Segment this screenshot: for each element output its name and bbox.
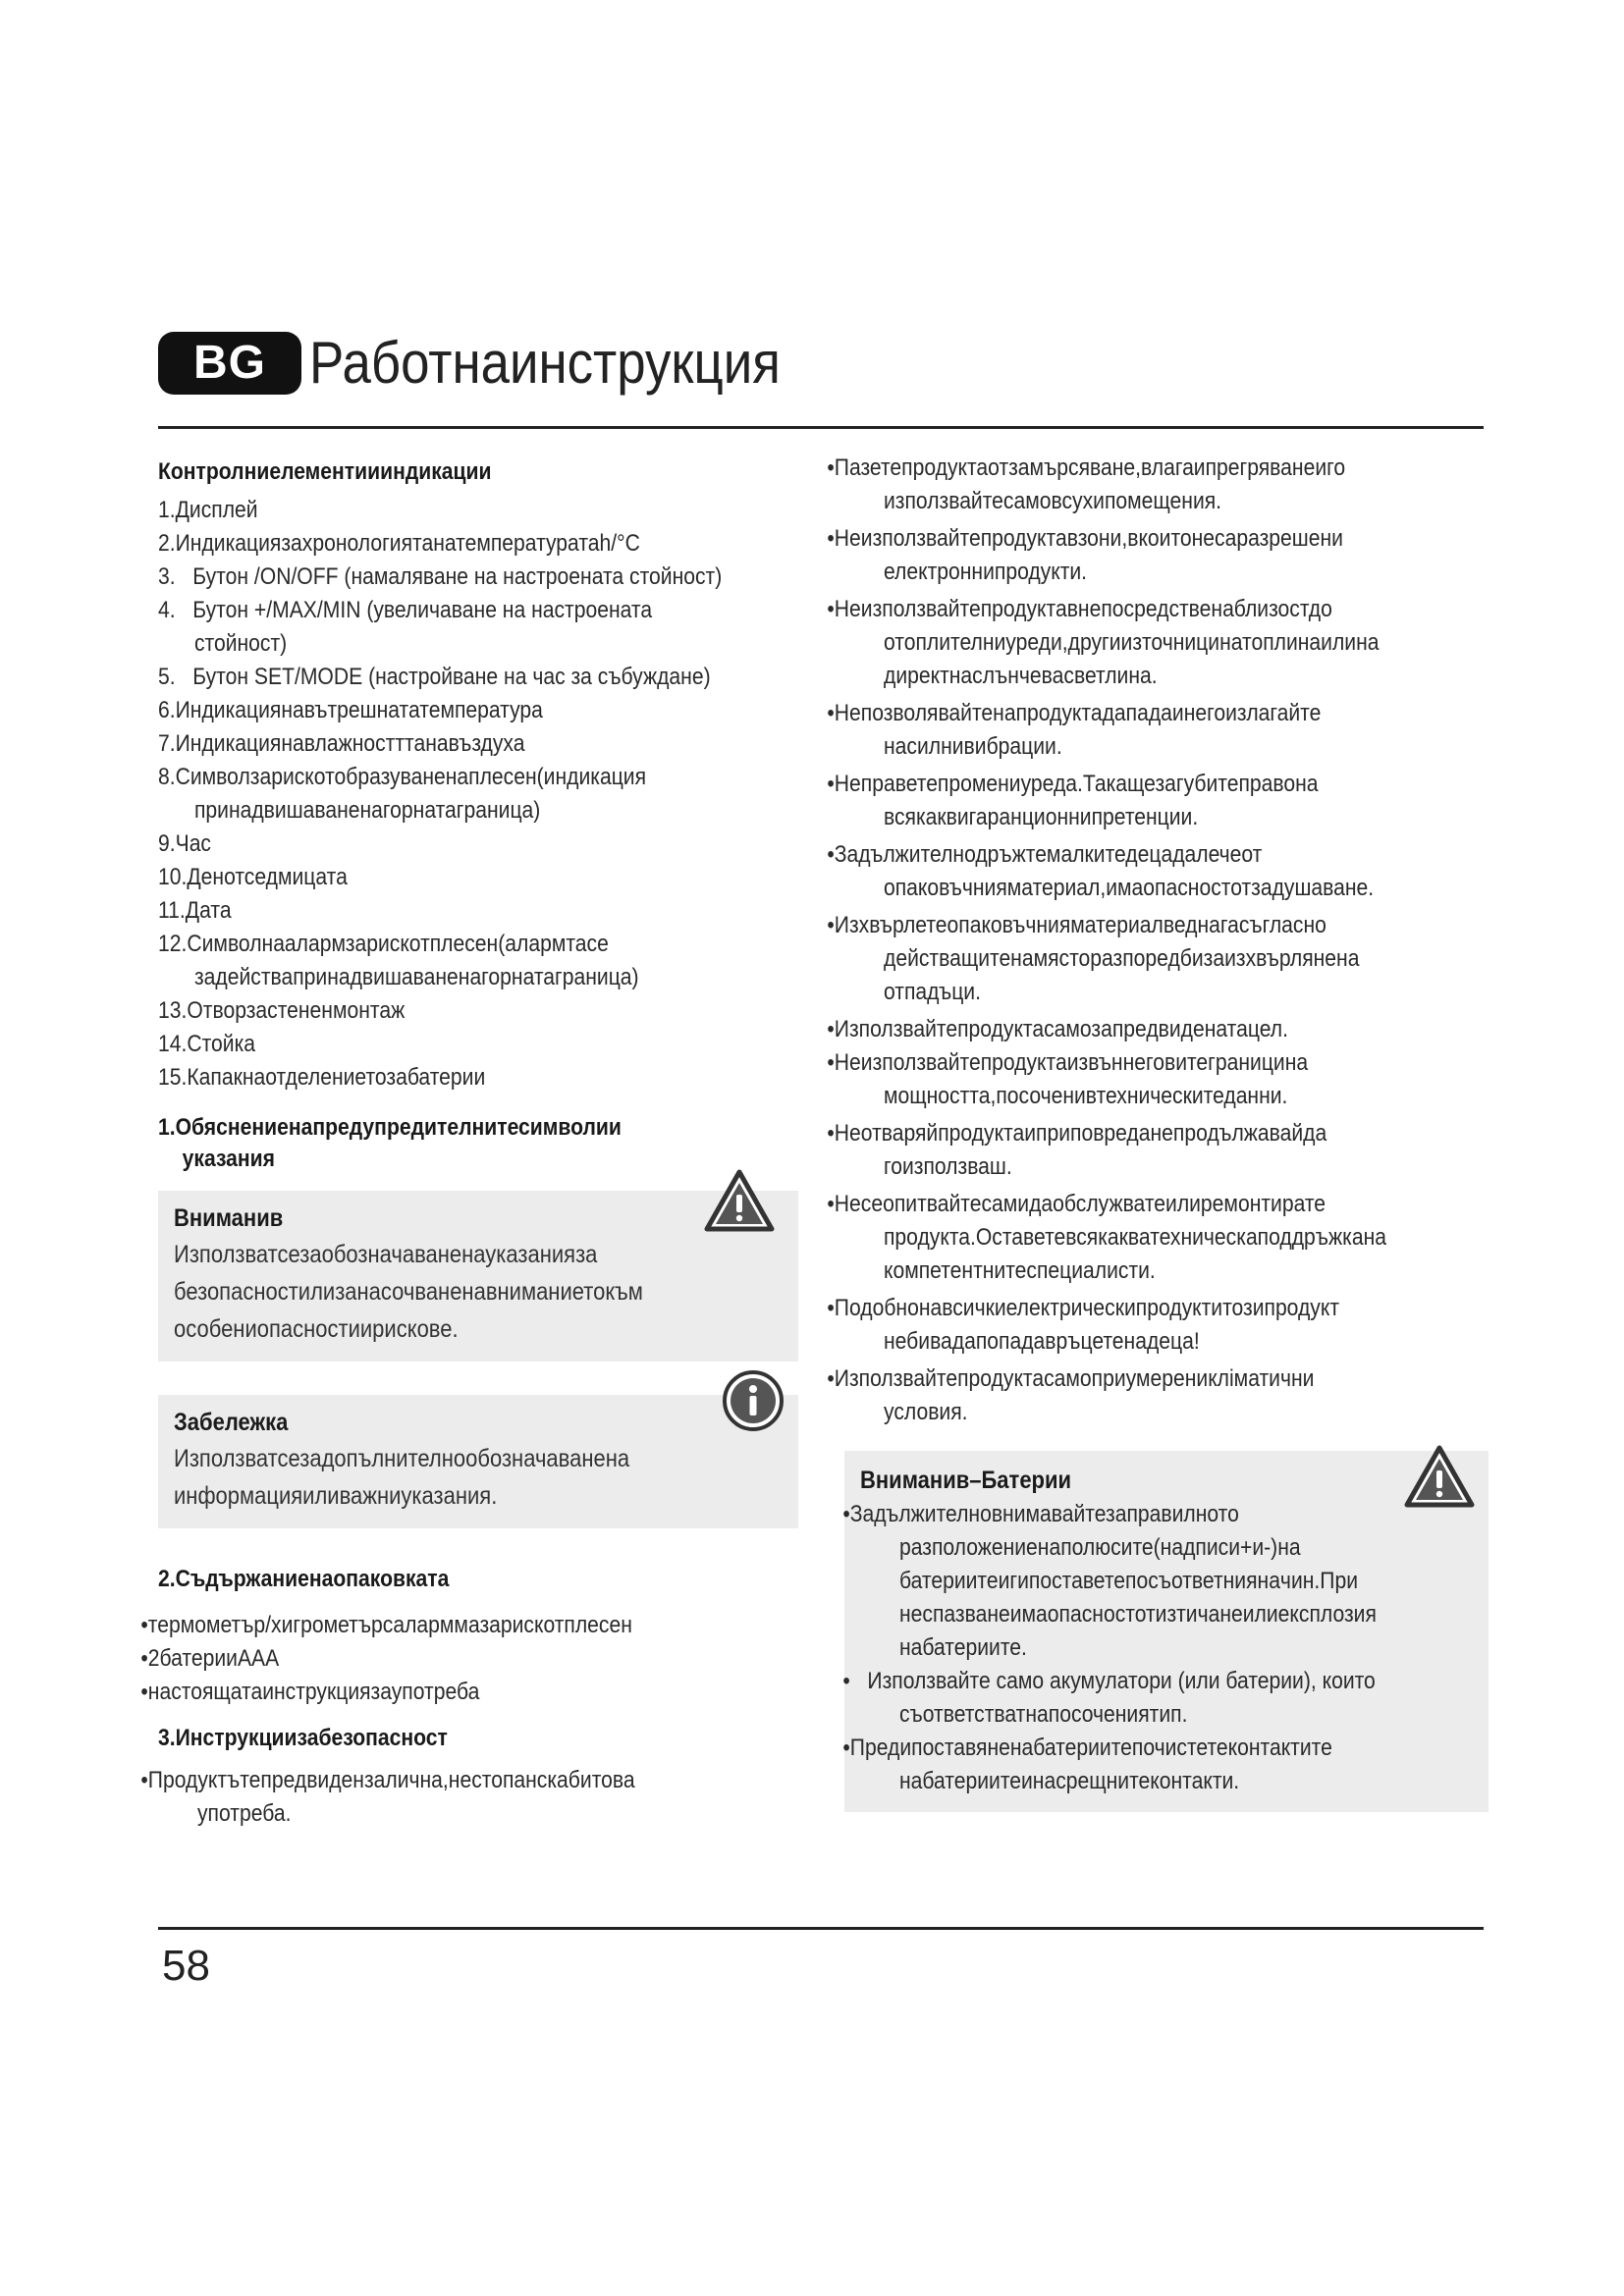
battery-warning-box (844, 1451, 1489, 1812)
list-item: 10.Денотседмицата (158, 864, 348, 890)
list-item: •Предипоставяненабатериитепочистетеконтактите набатериитеинасрещнитеконтакти. (842, 1735, 1332, 1794)
note-box (158, 1395, 798, 1528)
battery-box-title: Вниманив–Батерии (860, 1467, 1072, 1494)
page-title: Работнаинструкция (309, 330, 781, 396)
list-item: •Неизползвайтепродуктаизвъннеговитеграницина мощността,посоченивтехническитеданни. (827, 1049, 1309, 1109)
right-column (827, 452, 1492, 1840)
controls-heading: Контролниелементиииндикации (158, 458, 492, 485)
list-item: 3. Бутон /ON/OFF (намаляване на настроената стойност) (158, 563, 723, 590)
note-box-title: Забележка (174, 1409, 289, 1436)
package-list (140, 1609, 806, 1709)
list-item: •Несеопитвайтесамидаобслужватеилиремонтирате продукта.Оставетевсякакватехническаподдръжкана компетентнитеспециалисти. (827, 1191, 1386, 1284)
list-item: 6.Индикациянавътрешнататемпература (158, 697, 543, 723)
list-item: •Неправетепромениуреда.Такащезагубитеправона всякаквигаранционнипретенции. (827, 771, 1319, 830)
list-item: •Задължителновнимавайтезаправилното разположениенаполюсите(надписи+и-)на батериитеигипоставетепосъответниянaчин.При неспазванеимаопасностотизтичанеилиексплозия набатериите. (842, 1501, 1377, 1661)
list-item: •Неизползвайтепродуктавнепосредственаблизостдо отоплителниуреди,другиизточницинатоплинаилина директнаслънчевасветлина. (827, 596, 1380, 689)
warning-triangle-icon (1404, 1445, 1475, 1508)
list-item: 8.Символзарискотобразуваненаплесен(индикация принадвишаваненагорнатаграница) (158, 764, 647, 824)
list-item: 9.Час (158, 830, 211, 857)
list-item: •Продуктътепредвидензалична,нестопанскабитова употреба. (140, 1767, 635, 1827)
list-item: •термометър/хигрометърсаларммазарискотплесен (140, 1612, 632, 1638)
list-item: 1.Дисплей (158, 497, 258, 523)
symbols-heading: 1.Обяснениенапредупредителнитесимволии указания (158, 1114, 622, 1172)
list-item: 5. Бутон SET/MODE (настройване на час за събуждане) (158, 664, 711, 690)
safety-heading: 3.Инструкциизабезопасност (158, 1725, 448, 1751)
list-item: •Неизползвайтепродуктавзони,вкоитонесаразрешени електроннипродукти. (827, 525, 1343, 585)
footer-divider (158, 1927, 1484, 1930)
page-number: 58 (162, 1942, 210, 1990)
list-item: • Използвайте само акумулатори (или батерии), които съответстватнапосочениятип. (842, 1668, 1376, 1728)
list-item: •Изхвърлетеопаковъчнияматериалведнагасъгласно действащитенамясторазпоредбизаизхвърлянена отпадъци. (827, 912, 1360, 1005)
list-item: •Подобнонавсичкиелектрическипродуктитозипродукт небивадапопадавръцетенадеца! (827, 1295, 1340, 1355)
header-divider (158, 426, 1484, 429)
list-item: •Пазетепродуктаотзамърсяване,влагаипрегряванеиго използвайтесамовсухипомещения. (827, 454, 1346, 514)
list-item: 2.Индикациязахронологиятанатемпературатаh/°C (158, 530, 640, 557)
list-item: •Използвайтепродуктасамоприумереникліматични условия. (827, 1365, 1315, 1425)
warning-box-text: Използватсезаобозначаваненауказанияза безопасностилизанасочваненавниманиетокъм особениопасностиирискове. (174, 1241, 643, 1343)
list-item: 7.Индикациянавлажностттанавъздуха (158, 730, 525, 757)
list-item: •настоящатаинструкциязаупотреба (140, 1679, 480, 1705)
list-item: 13.Отворзастененмонтаж (158, 997, 406, 1024)
warning-triangle-icon (704, 1169, 775, 1232)
list-item: 11.Дата (158, 897, 232, 924)
list-item: 15.Капакнаотделениетозабатерии (158, 1064, 486, 1091)
warning-box (158, 1191, 798, 1362)
warning-box-title: Вниманив (174, 1204, 284, 1232)
safety-list (827, 452, 1492, 1429)
package-heading: 2.Съдържаниенаопаковката (158, 1566, 450, 1592)
info-icon (722, 1369, 785, 1432)
battery-list (842, 1498, 1473, 1798)
safety-list-start (140, 1764, 806, 1831)
list-item: 12.Символнаалармзарискотплесен(алармтасе задействапринадвишаваненагорнатаграница) (158, 931, 639, 990)
note-box-text: Използватсезадопълнителнообозначаванена информацияиливажниуказания. (174, 1445, 630, 1510)
language-badge: BG (158, 332, 301, 395)
left-column (140, 447, 806, 1831)
list-item: •Неотваряйпродуктаиприповреданепродължавайда гоизползваш. (827, 1120, 1327, 1180)
list-item: •2батерииААА (140, 1645, 280, 1672)
list-item: •Задължителнодръжтемалкитедецадалечеот опаковъчнияматериал,имаопасностотзадушаване. (827, 841, 1375, 901)
list-item: •Използвайтепродуктасамозапредвиденатацел. (827, 1016, 1288, 1042)
list-item: 4. Бутон +/MAX/MIN (увеличаване на настроената стойност) (158, 597, 653, 657)
page-header (158, 324, 1484, 430)
list-item: 14.Стойка (158, 1031, 256, 1057)
list-item: •Непозволявайтенапродуктадападаинегоизлагайте насилнивибрации. (827, 700, 1322, 760)
controls-list (158, 494, 806, 1095)
